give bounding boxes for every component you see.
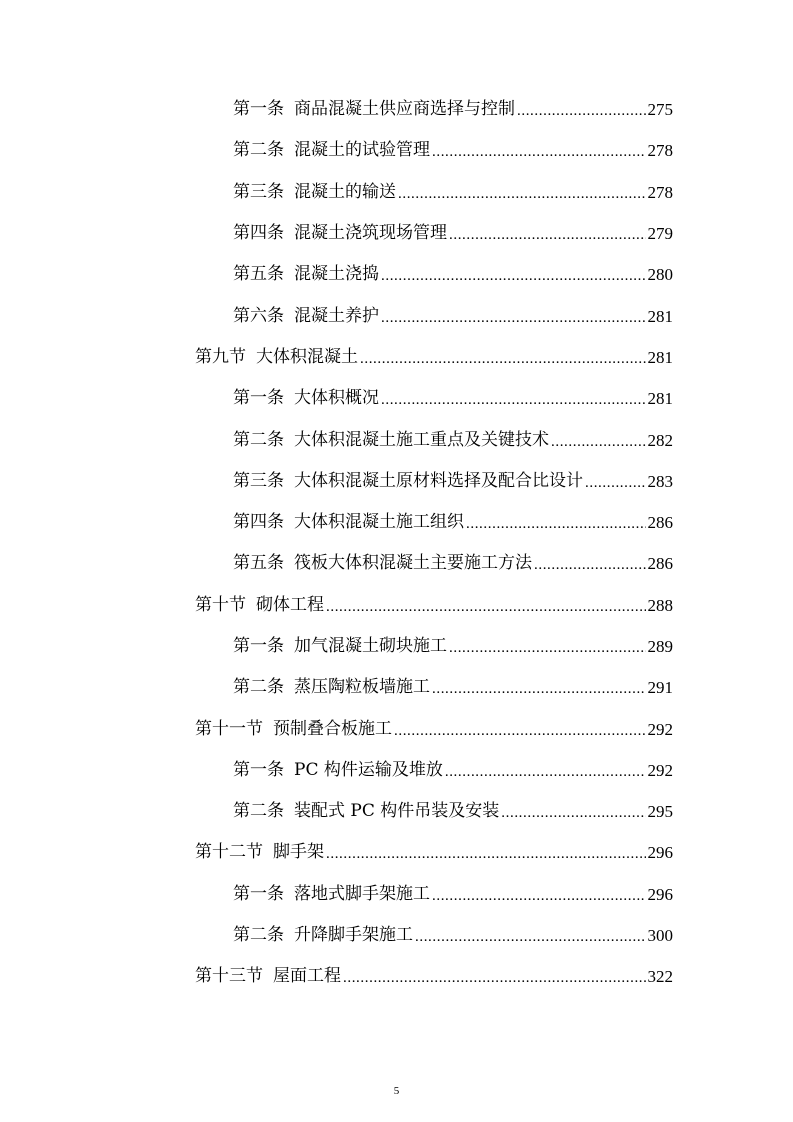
toc-article-entry[interactable] bbox=[0, 543, 793, 584]
toc-entry-page-number: 281 bbox=[647, 306, 673, 326]
toc-entry-page-number: 292 bbox=[647, 760, 673, 780]
toc-entry-number: 第一条 bbox=[233, 883, 284, 904]
toc-entry-title: 大体积混凝土施工组织 bbox=[294, 512, 464, 533]
footer-page-number: 5 bbox=[393, 1085, 400, 1097]
toc-dot-leader bbox=[551, 435, 646, 450]
table-of-contents bbox=[0, 89, 793, 998]
toc-entry-title: 预制叠合板施工 bbox=[273, 718, 392, 739]
toc-entry-title: 大体积混凝土施工重点及关键技术 bbox=[294, 429, 549, 450]
toc-entry-number: 第一条 bbox=[233, 99, 284, 120]
toc-entry-page-number: 295 bbox=[647, 802, 673, 822]
toc-dot-leader bbox=[381, 269, 646, 284]
toc-article-entry[interactable] bbox=[0, 750, 793, 791]
toc-entry-number: 第五条 bbox=[233, 264, 284, 285]
toc-article-entry[interactable] bbox=[0, 791, 793, 832]
toc-entry-page-number: 286 bbox=[647, 513, 673, 533]
toc-dot-leader bbox=[534, 558, 646, 573]
toc-entry-number: 第三条 bbox=[233, 181, 284, 202]
toc-entry-number: 第一条 bbox=[233, 636, 284, 656]
toc-dot-leader bbox=[415, 930, 646, 945]
toc-dot-leader bbox=[432, 145, 646, 160]
toc-entry-title: 屋面工程 bbox=[273, 966, 341, 987]
toc-entry-title: 装配式 PC 构件吊装及安装 bbox=[294, 801, 500, 822]
toc-dot-leader bbox=[517, 104, 646, 119]
toc-article-entry[interactable] bbox=[0, 378, 793, 419]
toc-entry-title: 脚手架 bbox=[273, 842, 324, 863]
toc-entry-number: 第二条 bbox=[233, 677, 284, 698]
toc-article-entry[interactable] bbox=[0, 915, 793, 956]
toc-dot-leader bbox=[449, 641, 646, 656]
toc-entry-number: 第二条 bbox=[233, 429, 284, 450]
toc-article-entry[interactable] bbox=[0, 419, 793, 460]
toc-entry-page-number: 296 bbox=[647, 843, 673, 863]
toc-entry-number: 第二条 bbox=[233, 925, 284, 946]
toc-entry-page-number: 286 bbox=[647, 554, 673, 574]
toc-article-entry[interactable] bbox=[0, 213, 793, 254]
toc-entry-number: 第一条 bbox=[233, 388, 284, 409]
toc-dot-leader bbox=[326, 600, 646, 615]
toc-dot-leader bbox=[326, 847, 646, 862]
toc-entry-title: 筏板大体积混凝土主要施工方法 bbox=[294, 553, 532, 574]
toc-entry-title: 大体积混凝土 bbox=[256, 346, 358, 367]
toc-entry-number: 第三条 bbox=[233, 470, 284, 491]
toc-entry-title: 混凝土浇筑现场管理 bbox=[294, 223, 447, 244]
toc-entry-title: 蒸压陶粒板墙施工 bbox=[294, 677, 430, 698]
toc-dot-leader bbox=[449, 228, 646, 243]
toc-dot-leader bbox=[501, 806, 645, 821]
toc-entry-number: 第九节 bbox=[195, 346, 246, 367]
toc-dot-leader bbox=[360, 352, 646, 367]
toc-entry-title: 混凝土的输送 bbox=[294, 181, 396, 202]
toc-section-entry[interactable] bbox=[0, 708, 793, 749]
toc-dot-leader bbox=[381, 393, 646, 408]
toc-entry-page-number: 275 bbox=[647, 100, 673, 120]
toc-entry-number: 第十二节 bbox=[195, 842, 263, 863]
toc-article-entry[interactable] bbox=[0, 626, 793, 667]
toc-entry-page-number: 278 bbox=[647, 182, 673, 202]
toc-entry-title: 商品混凝土供应商选择与控制 bbox=[294, 99, 515, 120]
toc-entry-title: 砌体工程 bbox=[256, 594, 324, 615]
toc-entry-page-number: 283 bbox=[647, 471, 673, 491]
toc-section-entry[interactable] bbox=[0, 832, 793, 873]
toc-entry-page-number: 282 bbox=[647, 430, 673, 450]
toc-entry-title: 加气混凝土砌块施工 bbox=[294, 636, 447, 656]
toc-dot-leader bbox=[398, 187, 646, 202]
toc-entry-number: 第二条 bbox=[233, 140, 284, 161]
toc-article-entry[interactable] bbox=[0, 89, 793, 130]
toc-entry-number: 第十三节 bbox=[195, 966, 263, 987]
toc-entry-number: 第十一节 bbox=[195, 718, 263, 739]
toc-entry-number: 第四条 bbox=[233, 223, 284, 244]
toc-article-entry[interactable] bbox=[0, 667, 793, 708]
toc-article-entry[interactable] bbox=[0, 502, 793, 543]
toc-section-entry[interactable] bbox=[0, 337, 793, 378]
toc-entry-number: 第十节 bbox=[195, 594, 246, 615]
toc-article-entry[interactable] bbox=[0, 295, 793, 336]
toc-entry-page-number: 291 bbox=[647, 678, 673, 698]
toc-entry-number: 第六条 bbox=[233, 305, 284, 326]
toc-entry-page-number: 280 bbox=[647, 265, 673, 285]
toc-article-entry[interactable] bbox=[0, 461, 793, 502]
toc-entry-title: 大体积概况 bbox=[294, 388, 379, 409]
toc-entry-page-number: 322 bbox=[647, 967, 673, 987]
toc-entry-title: 大体积混凝土原材料选择及配合比设计 bbox=[294, 470, 583, 491]
toc-entry-page-number: 281 bbox=[647, 347, 673, 367]
toc-article-entry[interactable] bbox=[0, 130, 793, 171]
toc-article-entry[interactable] bbox=[0, 874, 793, 915]
toc-dot-leader bbox=[343, 971, 646, 986]
toc-entry-page-number: 288 bbox=[647, 595, 673, 615]
toc-entry-page-number: 300 bbox=[647, 926, 673, 946]
toc-dot-leader bbox=[394, 724, 646, 739]
toc-entry-page-number: 292 bbox=[647, 719, 673, 739]
toc-entry-number: 第五条 bbox=[233, 553, 284, 574]
toc-entry-page-number: 281 bbox=[647, 389, 673, 409]
toc-entry-title: 升降脚手架施工 bbox=[294, 925, 413, 946]
toc-entry-title: PC 构件运输及堆放 bbox=[294, 759, 443, 780]
toc-section-entry[interactable] bbox=[0, 956, 793, 997]
toc-entry-title: 混凝土的试验管理 bbox=[294, 140, 430, 161]
toc-article-entry[interactable] bbox=[0, 172, 793, 213]
toc-dot-leader bbox=[445, 765, 646, 780]
toc-dot-leader bbox=[466, 517, 646, 532]
toc-dot-leader bbox=[432, 682, 646, 697]
toc-entry-page-number: 279 bbox=[647, 224, 673, 244]
toc-entry-title: 落地式脚手架施工 bbox=[294, 883, 430, 904]
toc-dot-leader bbox=[381, 311, 646, 326]
toc-entry-number: 第四条 bbox=[233, 512, 284, 533]
toc-dot-leader bbox=[585, 476, 646, 491]
toc-entry-number: 第一条 bbox=[233, 759, 284, 780]
toc-article-entry[interactable] bbox=[0, 254, 793, 295]
toc-entry-page-number: 296 bbox=[647, 884, 673, 904]
toc-entry-page-number: 289 bbox=[647, 637, 673, 656]
toc-entry-title: 混凝土养护 bbox=[294, 305, 379, 326]
toc-dot-leader bbox=[432, 889, 646, 904]
toc-section-entry[interactable] bbox=[0, 585, 793, 626]
toc-entry-page-number: 278 bbox=[647, 141, 673, 161]
toc-entry-number: 第二条 bbox=[233, 801, 284, 822]
toc-entry-title: 混凝土浇捣 bbox=[294, 264, 379, 285]
